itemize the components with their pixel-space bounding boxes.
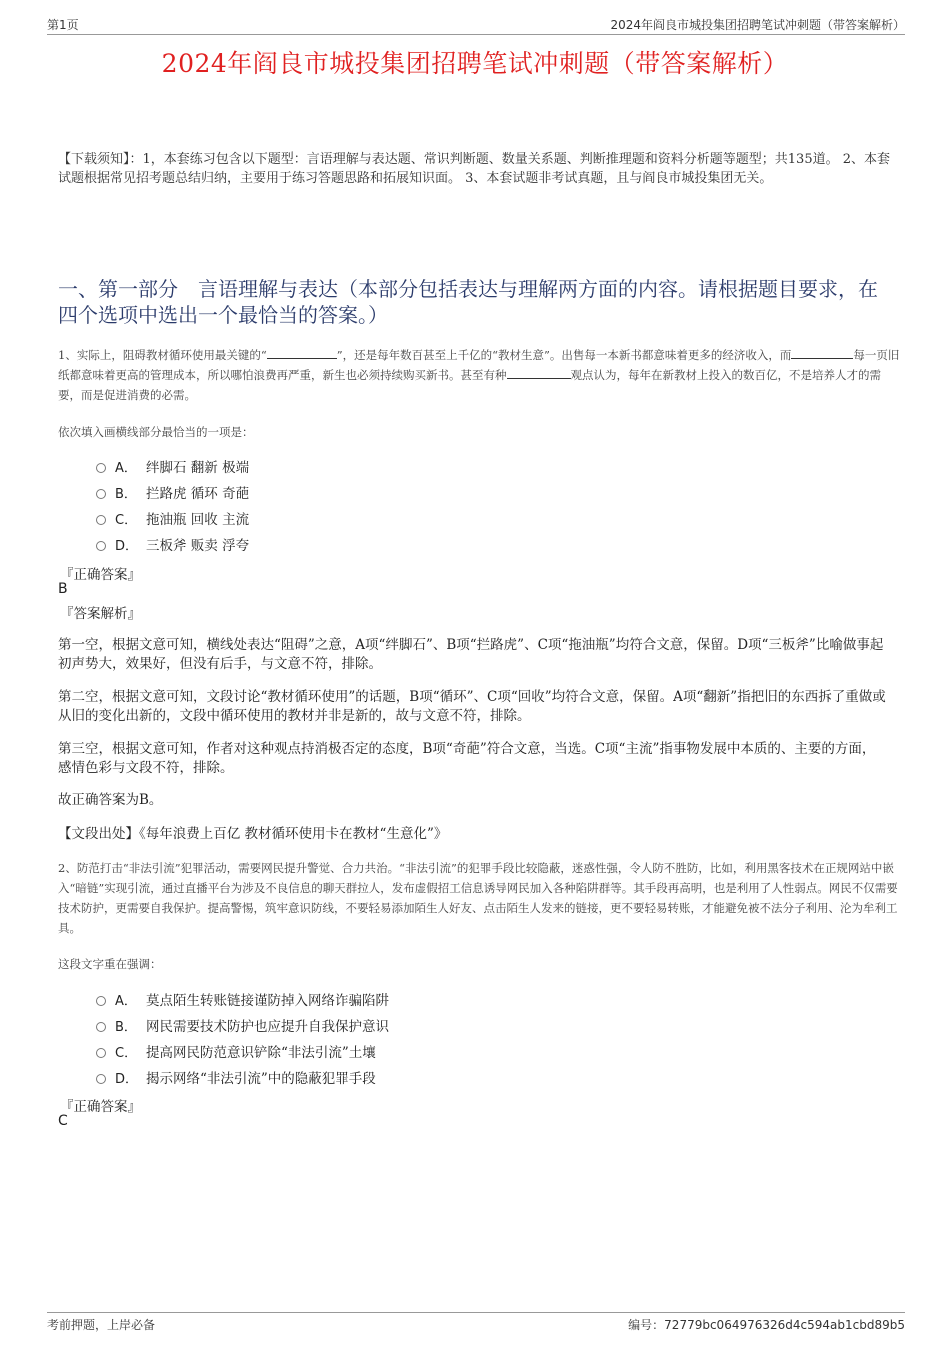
option-letter: B． [115,486,137,502]
option-d[interactable] [96,531,249,557]
analysis-label: 『答案解析』 [60,606,141,622]
q1-text-part: ”，还是每年数百甚至上千亿的“教材生意”。出售每一本新书都意味着更多的经济收入，而 [336,348,792,362]
document-id [628,1316,905,1333]
option-a[interactable] [96,453,249,479]
document-title: 2024年阎良市城投集团招聘笔试冲刺题（带答案解析） [161,49,789,78]
analysis-paragraph: 第一空，根据文意可知，横线处表达“阻碍”之意，A项“绊脚石”、B项“拦路虎”、C项“拖油瓶”均符合文意，保留。D项“三板斧”比喻做事起初声势大，效果好，但没有后手，与文意不符，排除。 [58,637,884,672]
footer-slogan: 考前押题，上岸必备 [47,1318,156,1332]
option-text: 提高网民防范意识铲除“非法引流”土壤 [146,1045,376,1061]
question-1-options [96,453,249,557]
analysis-conclusion: 故正确答案为B。 [58,792,163,808]
radio-icon[interactable] [96,489,106,499]
analysis-paragraph: 第二空，根据文意可知，文段讨论“教材循环使用”的话题，B项“循环”、C项“回收”均符合文意，保留。A项“翻新”指把旧的东西拆了重做或从旧的变化出新的，文段中循环使用的教材并非是新的，故与文意不符，排除。 [58,689,886,724]
download-notice: 【下载须知】：1，本套练习包含以下题型：言语理解与表达题、常识判断题、数量关系题、判断推理题和资料分析题等题型；共135道。 2、本套试题根据常见招考题总结归纳，主要用于练习答题思路和拓展知识面。 3、本套试题非考试真题，且与阎良市城投集团无关。 [58,152,890,186]
page-footer [47,1312,905,1333]
id-label: 编号： [628,1318,665,1332]
option-text: 三板斧 贩卖 浮夸 [146,538,250,554]
option-letter: A． [115,460,137,476]
radio-icon[interactable] [96,1074,106,1084]
id-value: 72779bc064976326d4c594ab1cbd89b5 [664,1318,905,1332]
answer-value: B [58,581,68,597]
answer-label: 『正确答案』 [60,567,141,583]
radio-icon[interactable] [96,996,106,1006]
option-letter: C． [115,1045,138,1061]
option-letter: D． [115,1071,139,1087]
fill-blank [267,346,337,359]
option-letter: B． [115,1019,137,1035]
option-text: 网民需要技术防护也应提升自我保护意识 [146,1019,389,1035]
option-letter: D． [115,538,139,554]
option-d[interactable] [96,1064,389,1090]
option-c[interactable] [96,505,249,531]
analysis-paragraph: 第三空，根据文意可知，作者对这种观点持消极否定的态度，B项“奇葩”符合文意，当选。C项“主流”指事物发展中本质的、主要的方面，感情色彩与文段不符，排除。 [58,741,876,776]
radio-icon[interactable] [96,463,106,473]
source-citation: 【文段出处】《每年浪费上百亿 教材循环使用卡在教材“生意化”》 [58,826,448,842]
option-text: 莫点陌生转账链接谨防掉入网络诈骗陷阱 [146,993,389,1009]
option-a[interactable] [96,986,389,1012]
radio-icon[interactable] [96,1048,106,1058]
question-1-prompt: 依次填入画横线部分最恰当的一项是： [58,425,254,439]
section-title: 一、第一部分 言语理解与表达（本部分包括表达与理解两方面的内容。请根据题目要求，在四个选项中选出一个最恰当的答案。） [58,277,878,327]
question-2-options [96,986,389,1090]
option-text: 绊脚石 翻新 极端 [146,460,250,476]
question-2-prompt: 这段文字重在强调： [58,957,162,971]
option-text: 揭示网络“非法引流”中的隐蔽犯罪手段 [146,1071,376,1087]
option-letter: C． [115,512,138,528]
radio-icon[interactable] [96,541,106,551]
question-2-text: 2、防范打击“非法引流”犯罪活动，需要网民提升警觉、合力共治。“非法引流”的犯罪手段比较隐蔽，迷惑性强，令人防不胜防，比如，利用黑客技术在正规网站中嵌入“暗链”实现引流，通过直播平台为涉及不良信息的聊天群拉人，发布虚假招工信息诱导网民加入各种陷阱群等。其手段再高明，也是利用了人性弱点。网民不仅需要技术防护，更需要自我保护。提高警惕，筑牢意识防线，不要轻易添加陌生人好友、点击陌生人发来的链接，更不要轻易转账，才能避免被不法分子利用、沦为牟利工具。 [58,861,898,935]
option-b[interactable] [96,1012,389,1038]
answer-value: C [58,1113,68,1129]
radio-icon[interactable] [96,515,106,525]
radio-icon[interactable] [96,1022,106,1032]
answer-label: 『正确答案』 [60,1099,141,1115]
fill-blank [791,346,853,359]
q1-text-part: 1、实际上，阻碍教材循环使用最关键的“ [58,348,267,362]
option-letter: A． [115,993,137,1009]
option-text: 拖油瓶 回收 主流 [146,512,250,528]
q1-text-part: 每一页旧纸都意味着更高的管理成本，所以哪怕浪费再严重，新生也必须持续购买新书。甚至有种 [58,348,900,382]
header-doc-title: 2024年阎良市城投集团招聘笔试冲刺题（带答案解析） [610,18,905,32]
question-1-text [58,345,900,405]
option-c[interactable] [96,1038,389,1064]
page-number: 第1页 [47,18,79,32]
option-text: 拦路虎 循环 奇葩 [146,486,250,502]
option-b[interactable] [96,479,249,505]
q1-text-part: 观点认为，每年在新教材上投入的数百亿，不是培养人才的需要，而是促进消费的必需。 [58,368,881,402]
page-header [47,14,905,35]
fill-blank [507,366,571,379]
